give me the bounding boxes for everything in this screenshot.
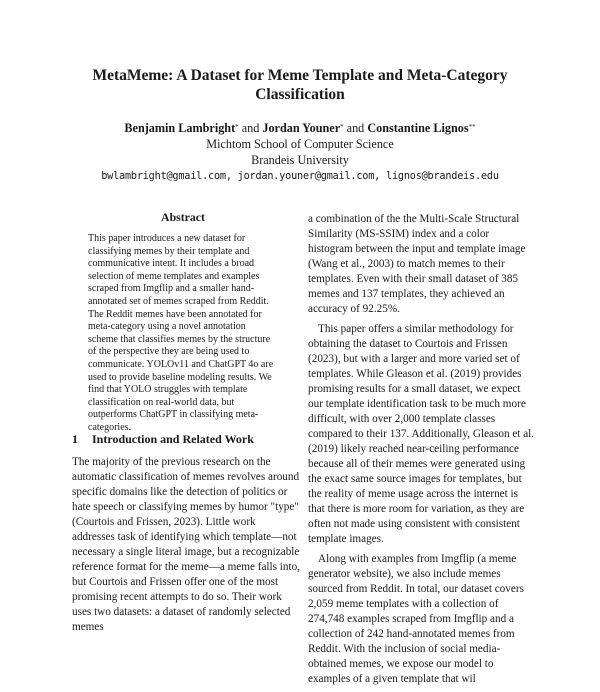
paragraph: a combination of the the Multi-Scale Structural Similarity (MS-SSIM) index and a color histogram between the input and template image (Wang et al., 2003) to match memes to their templates. Even with their small dataset of 385 memes and 137 templates, they achieved an accuracy of 92.25%. [308, 213, 526, 315]
abstract-heading: Abstract [161, 210, 205, 224]
university: Brandeis University [251, 153, 349, 167]
paragraph: This paper offers a similar methodology for obtaining the dataset to Courtois and Frissen (2023), but with a larger and more varied set of templates. While Gleason et al. (2019) provides promising results for a small dataset, we expect our template identification task to be much more difficult, with over 2,000 template classes compared to their 137. Additionally, Gleason et al. (2019) likely reached near-ceiling performance because all of their memes were generated using the exact same source images for templates, but the reality of meme usage across the internet is that there is more room for variation, as they are often not made using consistent with consistent template images. [308, 323, 535, 545]
author-name: Constantine Lignos [367, 121, 469, 135]
section-heading [72, 432, 302, 447]
left-column-body: The majority of the previous research on the automatic classification of memes revolves around specific domains like the detection of politics or hate speech or classifying memes by humor "type" (Courtois and Frissen, 2023). Little work addresses task of identifying which template—not necessary a single literal image, but a recognizable reference format for the meme—a meme falls into, but Courtois and Frissen offer one of the most promising recent attempts to do so. Their work uses two datasets: a dataset of randomly selected memes [72, 456, 300, 633]
author-name: Jordan Youner [262, 121, 341, 135]
author-joiner: and [346, 121, 365, 135]
section-number: 1 [72, 432, 78, 446]
author-name: Benjamin Lambright [124, 121, 236, 135]
author-emails: bwlambright@gmail.com, jordan.youner@gmail.com, lignos@brandeis.edu [101, 171, 499, 182]
author-mark: * [235, 123, 239, 131]
abstract-text: This paper introduces a new dataset for classifying memes by their template and communicative intent. It includes a broad selection of meme templates and examples scraped from Imgflip and a smaller hand-annotated set of memes scraped from Reddit. The Reddit memes have been annotated for meta-category using a novel annotation scheme that classifies memes by the structure of the perspective they are being used to communicate. YOLOv11 and ChatGPT 4o are used to provide baseline modeling results. We find that YOLO struggles with template classification on real-world data, but outperforms ChatGPT in classifying meta-categories. [88, 233, 274, 433]
paragraph: Along with examples from Imgflip (a meme generator website), we also include memes sourced from Reddit. In total, our dataset covers 2,059 meme templates with a collection of 274,748 examples scraped from Imgflip and a collection of 242 hand-annotated memes from Reddit. With the inclusion of social media-obtained memes, we expose our model to examples of a given template that wil [308, 553, 524, 685]
author-block [40, 120, 560, 185]
author-mark: ** [468, 123, 476, 131]
affiliation: Michtom School of Computer Science [206, 137, 394, 151]
section-title: Introduction and Related Work [92, 432, 254, 446]
author-mark: * [340, 123, 344, 131]
author-line [40, 120, 560, 136]
paper-title: MetaMeme: A Dataset for Meme Template and Meta-Category Classification [92, 67, 508, 103]
author-joiner: and [241, 121, 260, 135]
right-column [308, 212, 536, 692]
